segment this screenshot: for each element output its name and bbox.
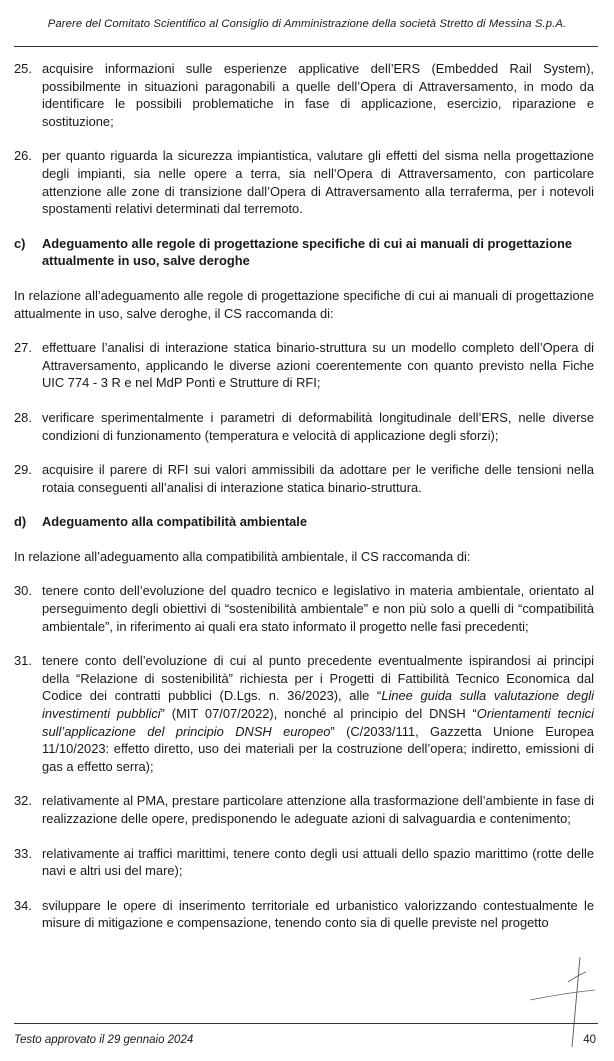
item-number: 28. bbox=[14, 409, 32, 425]
section-title: Adeguamento alla compatibilità ambientale bbox=[42, 514, 308, 530]
item-number: 26. bbox=[14, 148, 32, 164]
footer-divider bbox=[14, 1023, 598, 1024]
section-heading-d bbox=[14, 513, 594, 531]
item-number: 29. bbox=[14, 462, 32, 478]
page-number: 40 bbox=[583, 1034, 596, 1046]
item-text-part: ” (MIT 07/07/2022), nonché al principio del DNSH “ bbox=[160, 706, 477, 722]
item-text: acquisire il parere di RFI sui valori ammissibili da adottare per le verifiche delle tensioni nella rotaia conseguenti all’analisi di interazione statica binario-struttura. bbox=[42, 462, 594, 495]
item-text: sviluppare le opere di inserimento territoriale ed urbanistico valorizzando contestualmente le misure di mitigazione e compensazione, tenendo conto sia di quelle previste nel progetto bbox=[42, 897, 594, 931]
list-item bbox=[14, 461, 594, 496]
list-item bbox=[14, 339, 594, 392]
item-number: 31. bbox=[14, 653, 32, 669]
section-intro: In relazione all’adeguamento alla compatibilità ambientale, il CS raccomanda di: bbox=[14, 548, 471, 564]
item-text: tenere conto dell’evoluzione del quadro tecnico e legislativo in materia ambientale, orientato al perseguimento degli obiettivi di “sostenibilità ambientale” e non più solo a quelli di “compatibilità ambientale”, in riferimento ai quali era stato informato il progetto nelle fasi precedenti; bbox=[42, 583, 594, 634]
list-item bbox=[14, 792, 594, 827]
item-text: effettuare l’analisi di interazione statica binario-struttura su un modello completo dell’Opera di Attraversamento, applicando le diverse azioni coerentemente con quanto previsto nella Fiche UIC 774 - 3 R e nel MdP Ponti e Strutture di RFI; bbox=[42, 340, 594, 391]
item-text-italic: Orientamenti tecnici sull’applicazione del principio DNSH europeo bbox=[42, 706, 594, 739]
footer-approval-date: Testo approvato il 29 gennaio 2024 bbox=[14, 1034, 194, 1046]
item-number: 27. bbox=[14, 340, 32, 356]
page-header: Parere del Comitato Scientifico al Consiglio di Amministrazione della società Stretto di Messina S.p.A. bbox=[47, 18, 567, 30]
item-text bbox=[42, 652, 594, 775]
item-text: relativamente ai traffici marittimi, tenere conto degli usi attuali dello spazio marittimo (rotte delle navi e altri usi del mare); bbox=[42, 845, 594, 879]
header-divider bbox=[14, 46, 598, 47]
item-text: relativamente al PMA, prestare particolare attenzione alla trasformazione dell’ambiente in fase di realizzazione delle opere, predisponendo le adeguate azioni di salvaguardia e contenimento; bbox=[42, 793, 594, 826]
document-body bbox=[14, 60, 594, 949]
section-letter: c) bbox=[14, 235, 26, 251]
list-item bbox=[14, 582, 594, 635]
section-title: Adeguamento alle regole di progettazione specifiche di cui ai manuali di progettazione attualmente in uso, salve deroghe bbox=[42, 235, 573, 269]
item-text: acquisire informazioni sulle esperienze applicative dell’ERS (Embedded Rail System), possibilmente in situazioni paragonabili a quelle dell’Opera di Attraversamento, in modo da identificare le possibili problematiche in fase di applicazione, esercizio, riparazione e sostituzione; bbox=[42, 61, 594, 129]
item-text-part: ” (C/2033/111, Gazzetta Unione Europea 11/10/2023: effetto diretto, uso dei materiali per la costruzione dell’opera; indiretto, emissioni di gas a effetto serra); bbox=[42, 723, 594, 774]
list-item bbox=[14, 897, 594, 932]
list-item bbox=[14, 147, 594, 217]
item-number: 34. bbox=[14, 897, 32, 913]
item-number: 33. bbox=[14, 845, 32, 861]
item-number: 30. bbox=[14, 583, 32, 599]
list-item bbox=[14, 60, 594, 130]
list-item bbox=[14, 409, 594, 444]
item-number: 32. bbox=[14, 793, 32, 809]
list-item bbox=[14, 652, 594, 775]
list-item bbox=[14, 845, 594, 880]
item-number: 25. bbox=[14, 61, 32, 76]
item-text-part: tenere conto dell’evoluzione di cui al punto precedente eventualmente ispirandosi ai principi della “Relazione di sostenibilità” richiesta per i Progetti di Fattibilità Tecnico Economica dal Codice dei contratti pubblici (D.Lgs. n. 36/2023), alle “ bbox=[42, 653, 594, 704]
section-heading-c bbox=[14, 235, 594, 270]
item-text: per quanto riguarda la sicurezza impiantistica, valutare gli effetti del sisma nella progettazione degli impianti, sia nelle opere a terra, sia nell’Opera di Attraversamento, con particolare attenzione alle zone di transizione dall’Opera di Attraversamento alla terraferma, per i notevoli spostamenti relativi determinati dal terremoto. bbox=[42, 148, 594, 217]
section-letter: d) bbox=[14, 514, 27, 530]
section-intro: In relazione all’adeguamento alle regole di progettazione specifiche di cui ai manuali di progettazione attualmente in uso, salve deroghe, il CS raccomanda di: bbox=[14, 287, 594, 321]
item-text-italic: Linee guida sulla valutazione degli investimenti pubblici bbox=[42, 688, 594, 722]
item-text: verificare sperimentalmente i parametri di deformabilità longitudinale dell’ERS, nelle diverse condizioni di funzionamento (temperatura e velocità di applicazione degli sforzi); bbox=[42, 409, 594, 443]
